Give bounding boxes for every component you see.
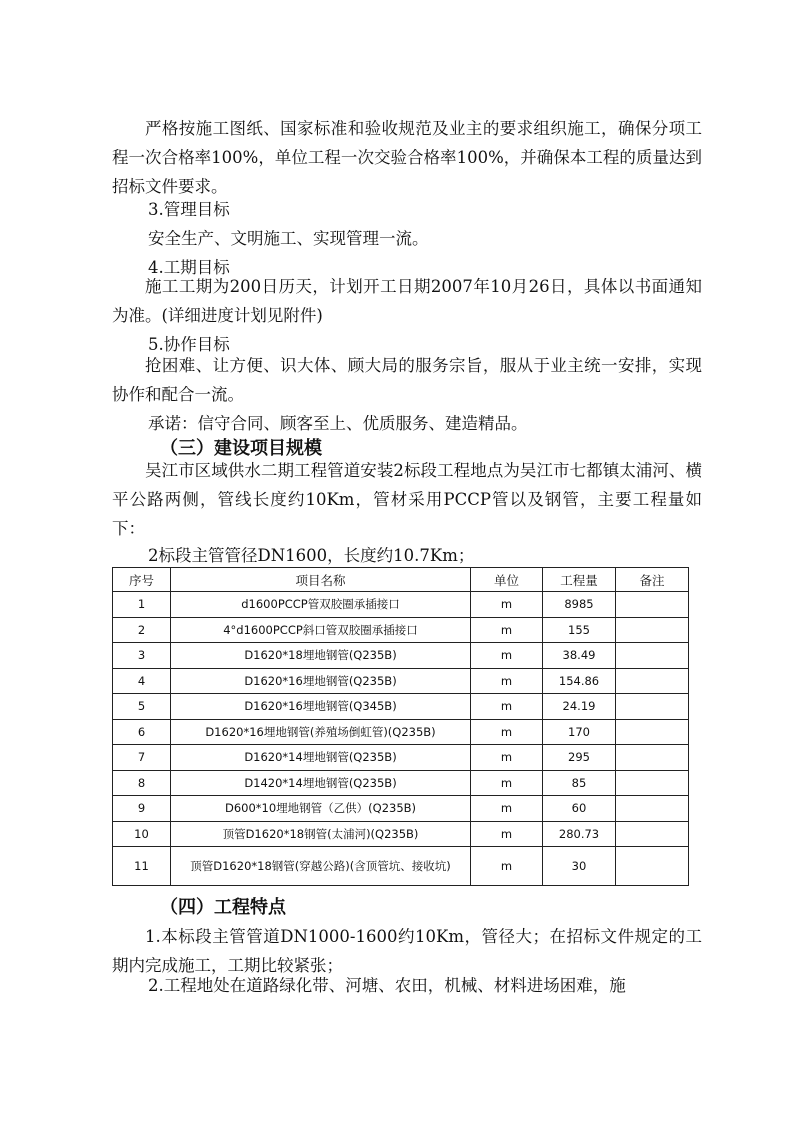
row-index: 9 xyxy=(113,796,171,822)
row-index: 6 xyxy=(113,719,171,745)
table-row xyxy=(113,821,689,847)
row-quantity: 8985 xyxy=(543,592,616,618)
row-remark xyxy=(616,592,689,618)
row-item: D1620*14埋地钢管(Q235B) xyxy=(171,745,471,771)
row-quantity: 280.73 xyxy=(543,821,616,847)
row-quantity: 154.86 xyxy=(543,668,616,694)
quantities-table xyxy=(112,567,689,886)
table-row xyxy=(113,770,689,796)
row-item: D1620*16埋地钢管(Q345B) xyxy=(171,694,471,720)
row-item: 顶管D1620*18钢管(太浦河)(Q235B) xyxy=(171,821,471,847)
row-quantity: 155 xyxy=(543,617,616,643)
row-remark xyxy=(616,694,689,720)
promise-text: 承诺：信守合同、顾客至上、优质服务、建造精品。 xyxy=(148,414,528,433)
row-remark xyxy=(616,745,689,771)
row-index: 5 xyxy=(113,694,171,720)
row-unit: m xyxy=(471,847,543,886)
table-row xyxy=(113,719,689,745)
table-row xyxy=(113,745,689,771)
table-row xyxy=(113,592,689,618)
table-row xyxy=(113,796,689,822)
row-remark xyxy=(616,770,689,796)
table-header-row xyxy=(113,568,689,592)
row-remark xyxy=(616,821,689,847)
row-quantity: 24.19 xyxy=(543,694,616,720)
table-row xyxy=(113,847,689,886)
row-unit: m xyxy=(471,719,543,745)
row-item: D1620*18埋地钢管(Q235B) xyxy=(171,643,471,669)
main-pipe-text: 2标段主管管径DN1600，长度约10.7Km； xyxy=(148,546,475,565)
header-cell-item: 项目名称 xyxy=(171,568,471,592)
table-row xyxy=(113,643,689,669)
cooperation-goal-paragraph: 抢困难、让方便、识大体、顾大局的服务宗旨，服从于业主统一安排，实现协作和配合一流。 xyxy=(112,356,702,404)
row-remark xyxy=(616,796,689,822)
row-unit: m xyxy=(471,592,543,618)
header-cell-index: 序号 xyxy=(113,568,171,592)
management-goal-heading: 3.管理目标 xyxy=(148,200,230,219)
row-index: 7 xyxy=(113,745,171,771)
row-quantity: 295 xyxy=(543,745,616,771)
row-unit: m xyxy=(471,796,543,822)
table-row xyxy=(113,694,689,720)
quality-goal-paragraph: 严格按施工图纸、国家标准和验收规范及业主的要求组织施工，确保分项工程一次合格率100%，单位工程一次交验合格率100%，并确保本工程的质量达到招标文件要求。 xyxy=(112,119,702,196)
table-row xyxy=(113,617,689,643)
row-index: 4 xyxy=(113,668,171,694)
row-item: D1420*14埋地钢管(Q235B) xyxy=(171,770,471,796)
schedule-goal-heading: 4.工期目标 xyxy=(148,258,230,277)
row-index: 8 xyxy=(113,770,171,796)
row-index: 2 xyxy=(113,617,171,643)
header-cell-unit: 单位 xyxy=(471,568,543,592)
row-remark xyxy=(616,719,689,745)
feature-2-text: 2.工程地处在道路绿化带、河塘、农田，机械、材料进场困难，施 xyxy=(148,976,626,995)
row-item: 4°d1600PCCP斜口管双胶圈承插接口 xyxy=(171,617,471,643)
cooperation-goal-heading: 5.协作目标 xyxy=(148,335,230,354)
section-4-heading: （四）工程特点 xyxy=(160,897,286,918)
row-item: D1620*16埋地钢管(Q235B) xyxy=(171,668,471,694)
header-cell-remark: 备注 xyxy=(616,568,689,592)
row-index: 10 xyxy=(113,821,171,847)
row-unit: m xyxy=(471,770,543,796)
header-cell-quantity: 工程量 xyxy=(543,568,616,592)
project-scale-paragraph: 吴江市区域供水二期工程管道安装2标段工程地点为吴江市七都镇太浦河、横平公路两侧，管线长度约10Km，管材采用PCCP管以及钢管，主要工程量如下： xyxy=(112,461,702,538)
schedule-goal-paragraph: 施工工期为200日历天，计划开工日期2007年10月26日，具体以书面通知为准。(详细进度计划见附件) xyxy=(112,277,702,325)
row-unit: m xyxy=(471,745,543,771)
row-remark xyxy=(616,643,689,669)
row-remark xyxy=(616,668,689,694)
row-index: 1 xyxy=(113,592,171,618)
table-row xyxy=(113,668,689,694)
row-unit: m xyxy=(471,821,543,847)
row-quantity: 60 xyxy=(543,796,616,822)
row-item: d1600PCCP管双胶圈承插接口 xyxy=(171,592,471,618)
row-remark xyxy=(616,847,689,886)
row-quantity: 38.49 xyxy=(543,643,616,669)
row-index: 11 xyxy=(113,847,171,886)
row-quantity: 170 xyxy=(543,719,616,745)
row-unit: m xyxy=(471,643,543,669)
management-goal-text: 安全生产、文明施工、实现管理一流。 xyxy=(148,229,429,248)
row-unit: m xyxy=(471,694,543,720)
row-quantity: 30 xyxy=(543,847,616,886)
row-item: D1620*16埋地钢管(养殖场倒虹管)(Q235B) xyxy=(171,719,471,745)
row-item: 顶管D1620*18钢管(穿越公路)(含顶管坑、接收坑) xyxy=(171,847,471,886)
row-unit: m xyxy=(471,617,543,643)
row-remark xyxy=(616,617,689,643)
section-3-heading: （三）建设项目规模 xyxy=(160,438,322,459)
row-item: D600*10埋地钢管（乙供）(Q235B) xyxy=(171,796,471,822)
row-index: 3 xyxy=(113,643,171,669)
row-quantity: 85 xyxy=(543,770,616,796)
row-unit: m xyxy=(471,668,543,694)
feature-1-paragraph: 1.本标段主管管道DN1000-1600约10Km，管径大；在招标文件规定的工期内完成施工，工期比较紧张； xyxy=(112,927,702,975)
